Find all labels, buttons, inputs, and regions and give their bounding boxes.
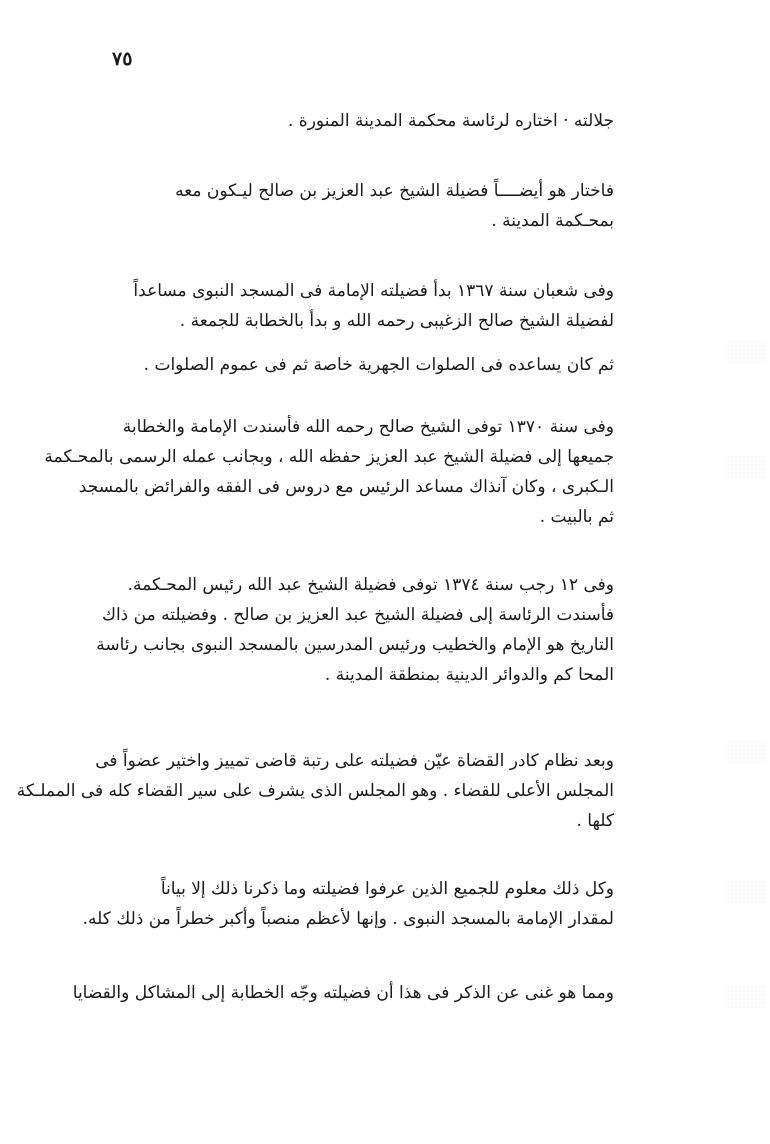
paragraph-9 (72, 978, 614, 1008)
paragraph-line: جميعها إلى فضيلة الشيخ عبد العزيز حفظه الله ، وبجانب عمله الرسمى بالمحـكمة (44, 447, 614, 467)
paragraph-line: ومما هو غنى عن الذكر فى هذا أن فضيلته وجّه الخطابة إلى المشاكل والقضايا (72, 983, 614, 1003)
paragraph-3 (112, 276, 614, 336)
scan-artifact (726, 340, 766, 364)
paragraph-line: الـكبرى ، وكان آنذاك مساعد الرئيس مع دروس فى الفقه والفرائض بالمسجد (78, 477, 614, 497)
paragraph-line: التاريخ هو الإمام والخطيب ورئيس المدرسين بالمسجد النبوى بجانب رئاسة (96, 635, 614, 655)
scan-artifact (726, 880, 766, 904)
paragraph-line: ثم كان يساعده فى الصلوات الجهرية خاصة ثم فى عموم الصلوات . (143, 355, 614, 375)
paragraph-line: جلالته · اختاره لرئاسة محكمة المدينة المنورة . (288, 111, 614, 131)
paragraph-2 (112, 176, 614, 236)
paragraph-line: المجلس الأعلى للقضاء . وهو المجلس الذى يشرف على سير القضاء كله فى المملـكة (16, 781, 614, 801)
paragraph-line: لمقدار الإمامة بالمسجد النبوى . وإنها لأعظم منصباً وأكبر خطراً من ذلك كله. (82, 909, 614, 929)
paragraph-line: فاختار هو أيضــــاً فضيلة الشيخ عبد العزيز بن صالح ليـكون معه (175, 181, 614, 201)
paragraph-line: وفى سنة ١٣٧٠ توفى الشيخ صالح رحمه الله فأسندت الإمامة والخطابة (122, 417, 614, 437)
paragraph-line: كلها . (576, 811, 614, 831)
paragraph-8 (82, 874, 614, 934)
paragraph-line: بمحـكمة المدينة . (491, 211, 614, 231)
paragraph-line: وكل ذلك معلوم للجميع الذين عرفوا فضيلته وما ذكرنا ذلك إلا بياناً (160, 879, 614, 899)
paragraph-line: المحا كم والدوائر الدينية بمنطقة المدينة . (324, 665, 614, 685)
paragraph-line: لفضيلة الشيخ صالح الزغيبى رحمه الله و بدأ بالخطابة للجمعة . (179, 311, 614, 331)
paragraph-line: وبعد نظام كادر القضاة عيّن فضيلته على رتبة قاضى تمييز واختير عضواً فى (95, 751, 614, 771)
paragraph-4 (112, 350, 614, 380)
scan-artifact (726, 455, 766, 479)
scan-artifact (726, 740, 766, 764)
paragraph-line: وفى شعبان سنة ١٣٦٧ بدأ فضيلته الإمامة فى المسجد النبوى مساعداً (133, 281, 614, 301)
paragraph-7 (16, 746, 614, 836)
page-number: ٧٥ (112, 48, 133, 70)
scan-artifact (726, 985, 766, 1009)
paragraph-6 (96, 570, 614, 690)
paragraph-line: فأسندت الرئاسة إلى فضيلة الشيخ عبد العزيز بن صالح . وفضيلته من ذاك (101, 605, 614, 625)
paragraph-5 (44, 412, 614, 532)
paragraph-line: وفى ١٢ رجب سنة ١٣٧٤ توفى فضيلة الشيخ عبد الله رئيس المحـكمة. (127, 575, 614, 595)
paragraph-line: ثم بالبيت . (539, 507, 614, 527)
paragraph-1 (112, 106, 614, 136)
